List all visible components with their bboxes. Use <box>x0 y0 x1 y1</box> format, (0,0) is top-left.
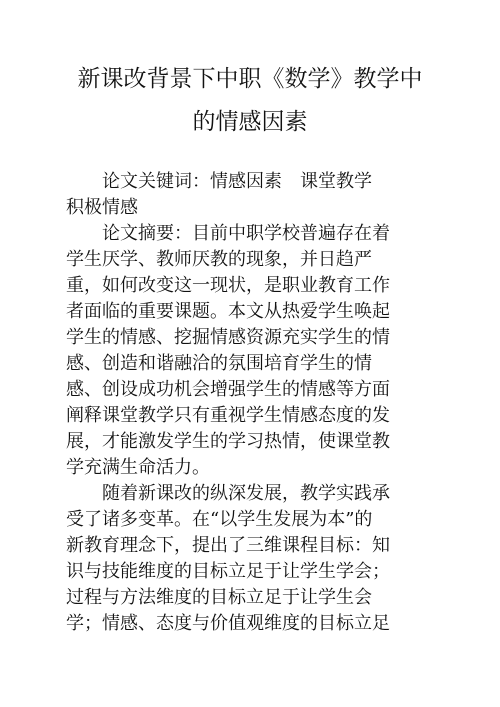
body-line-4: 识与技能维度的目标立足于让学生学会； <box>66 561 390 582</box>
abstract-line-3: 重，如何改变这一现状，是职业教育工作 <box>66 275 390 296</box>
body-line-1: 随着新课改的纵深发展，教学实践承 <box>66 483 390 504</box>
abstract-line-4: 者面临的重要课题。本文从热爱学生唤起 <box>66 301 390 322</box>
body-line-3: 新教育理念下，提出了三维课程目标：知 <box>66 535 390 556</box>
keywords-line-2: 积极情感 <box>66 197 138 218</box>
body-line-5: 过程与方法维度的目标立足于让学生会 <box>66 587 372 608</box>
body-line-2: 受了诸多变革。在“以学生发展为本”的 <box>66 509 373 530</box>
abstract-line-9: 展，才能激发学生的学习热情，使课堂教 <box>66 431 390 452</box>
title-line-1: 新课改背景下中职《数学》教学中 <box>77 66 423 92</box>
abstract-line-1: 论文摘要：目前中职学校普遍存在着 <box>66 223 390 244</box>
abstract-line-2: 学生厌学、教师厌教的现象，并日趋严 <box>66 249 372 270</box>
abstract-line-8: 阐释课堂教学只有重视学生情感态度的发 <box>66 405 390 426</box>
title-line-2: 的情感因素 <box>192 109 308 135</box>
abstract-line-10: 学充满生命活力。 <box>66 457 210 478</box>
body-line-6: 学；情感、态度与价值观维度的目标立足 <box>66 613 390 634</box>
abstract-line-5: 学生的情感、挖掘情感资源充实学生的情 <box>66 327 390 348</box>
abstract-line-6: 感、创造和谐融洽的氛围培育学生的情 <box>66 353 372 374</box>
keywords-line-1: 论文关键词：情感因素 课堂教学 <box>66 171 372 192</box>
abstract-line-7: 感、创设成功机会增强学生的情感等方面 <box>66 379 390 400</box>
